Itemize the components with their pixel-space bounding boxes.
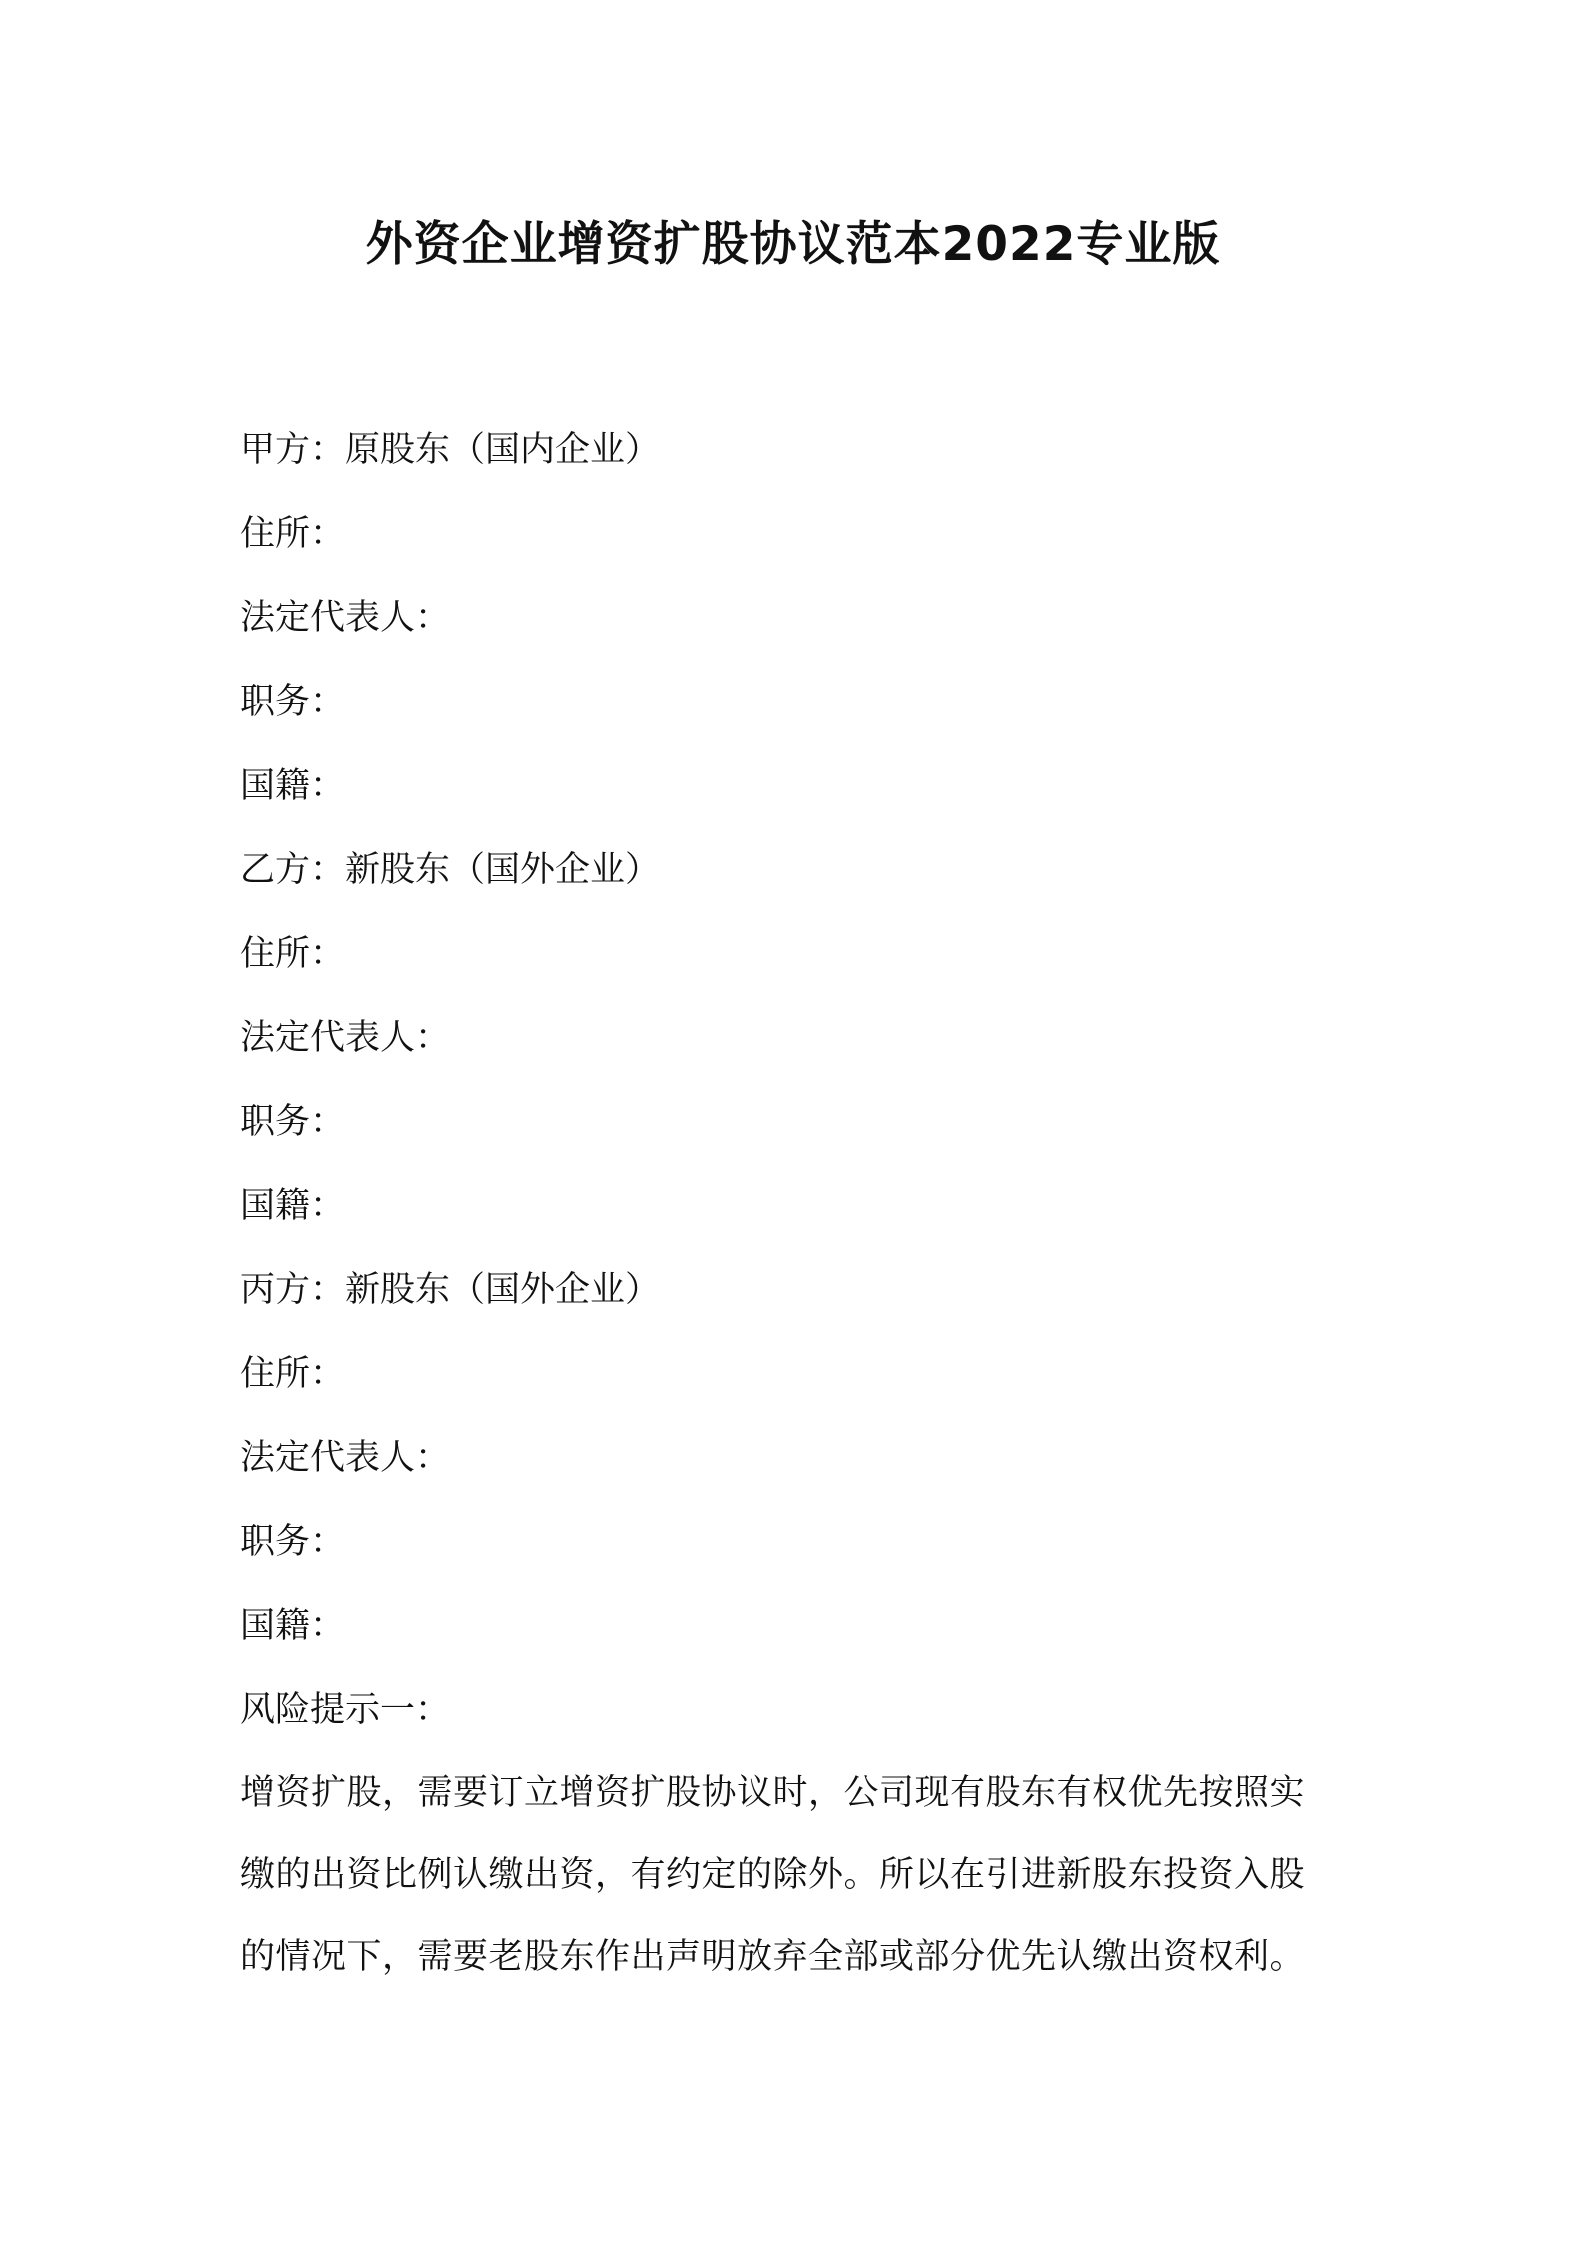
party-b-nationality: 国籍： [240,1186,346,1226]
party-c-section [240,1248,1360,1668]
risk-notice-section [240,1668,1360,1998]
party-b-heading: 乙方：新股东（国外企业） [240,850,661,890]
document-body [240,408,1360,1998]
party-c-legal-rep: 法定代表人： [240,1438,451,1478]
party-b-section [240,828,1360,1248]
risk-notice-line: 增资扩股，需要订立增资扩股协议时，公司现有股东有权优先按照实 [240,1773,1306,1813]
party-c-position: 职务： [240,1522,346,1562]
risk-notice-line: 缴的出资比例认缴出资，有约定的除外。所以在引进新股东投资入股 [240,1855,1306,1895]
party-c-heading: 丙方：新股东（国外企业） [240,1270,661,1310]
party-a-address: 住所： [240,514,346,554]
risk-notice-paragraph [240,1752,1360,1998]
party-a-nationality: 国籍： [240,766,346,806]
document-title: 外资企业增资扩股协议范本2022专业版 [365,217,1221,272]
party-b-legal-rep: 法定代表人： [240,1018,451,1058]
risk-notice-line: 的情况下，需要老股东作出声明放弃全部或部分优先认缴出资权利。 [240,1937,1306,1977]
party-c-address: 住所： [240,1354,346,1394]
party-a-position: 职务： [240,682,346,722]
party-a-legal-rep: 法定代表人： [240,598,451,638]
party-a-section [240,408,1360,828]
party-c-nationality: 国籍： [240,1606,346,1646]
party-b-address: 住所： [240,934,346,974]
party-a-heading: 甲方：原股东（国内企业） [240,430,661,470]
risk-notice-heading: 风险提示一： [240,1690,451,1730]
party-b-position: 职务： [240,1102,346,1142]
